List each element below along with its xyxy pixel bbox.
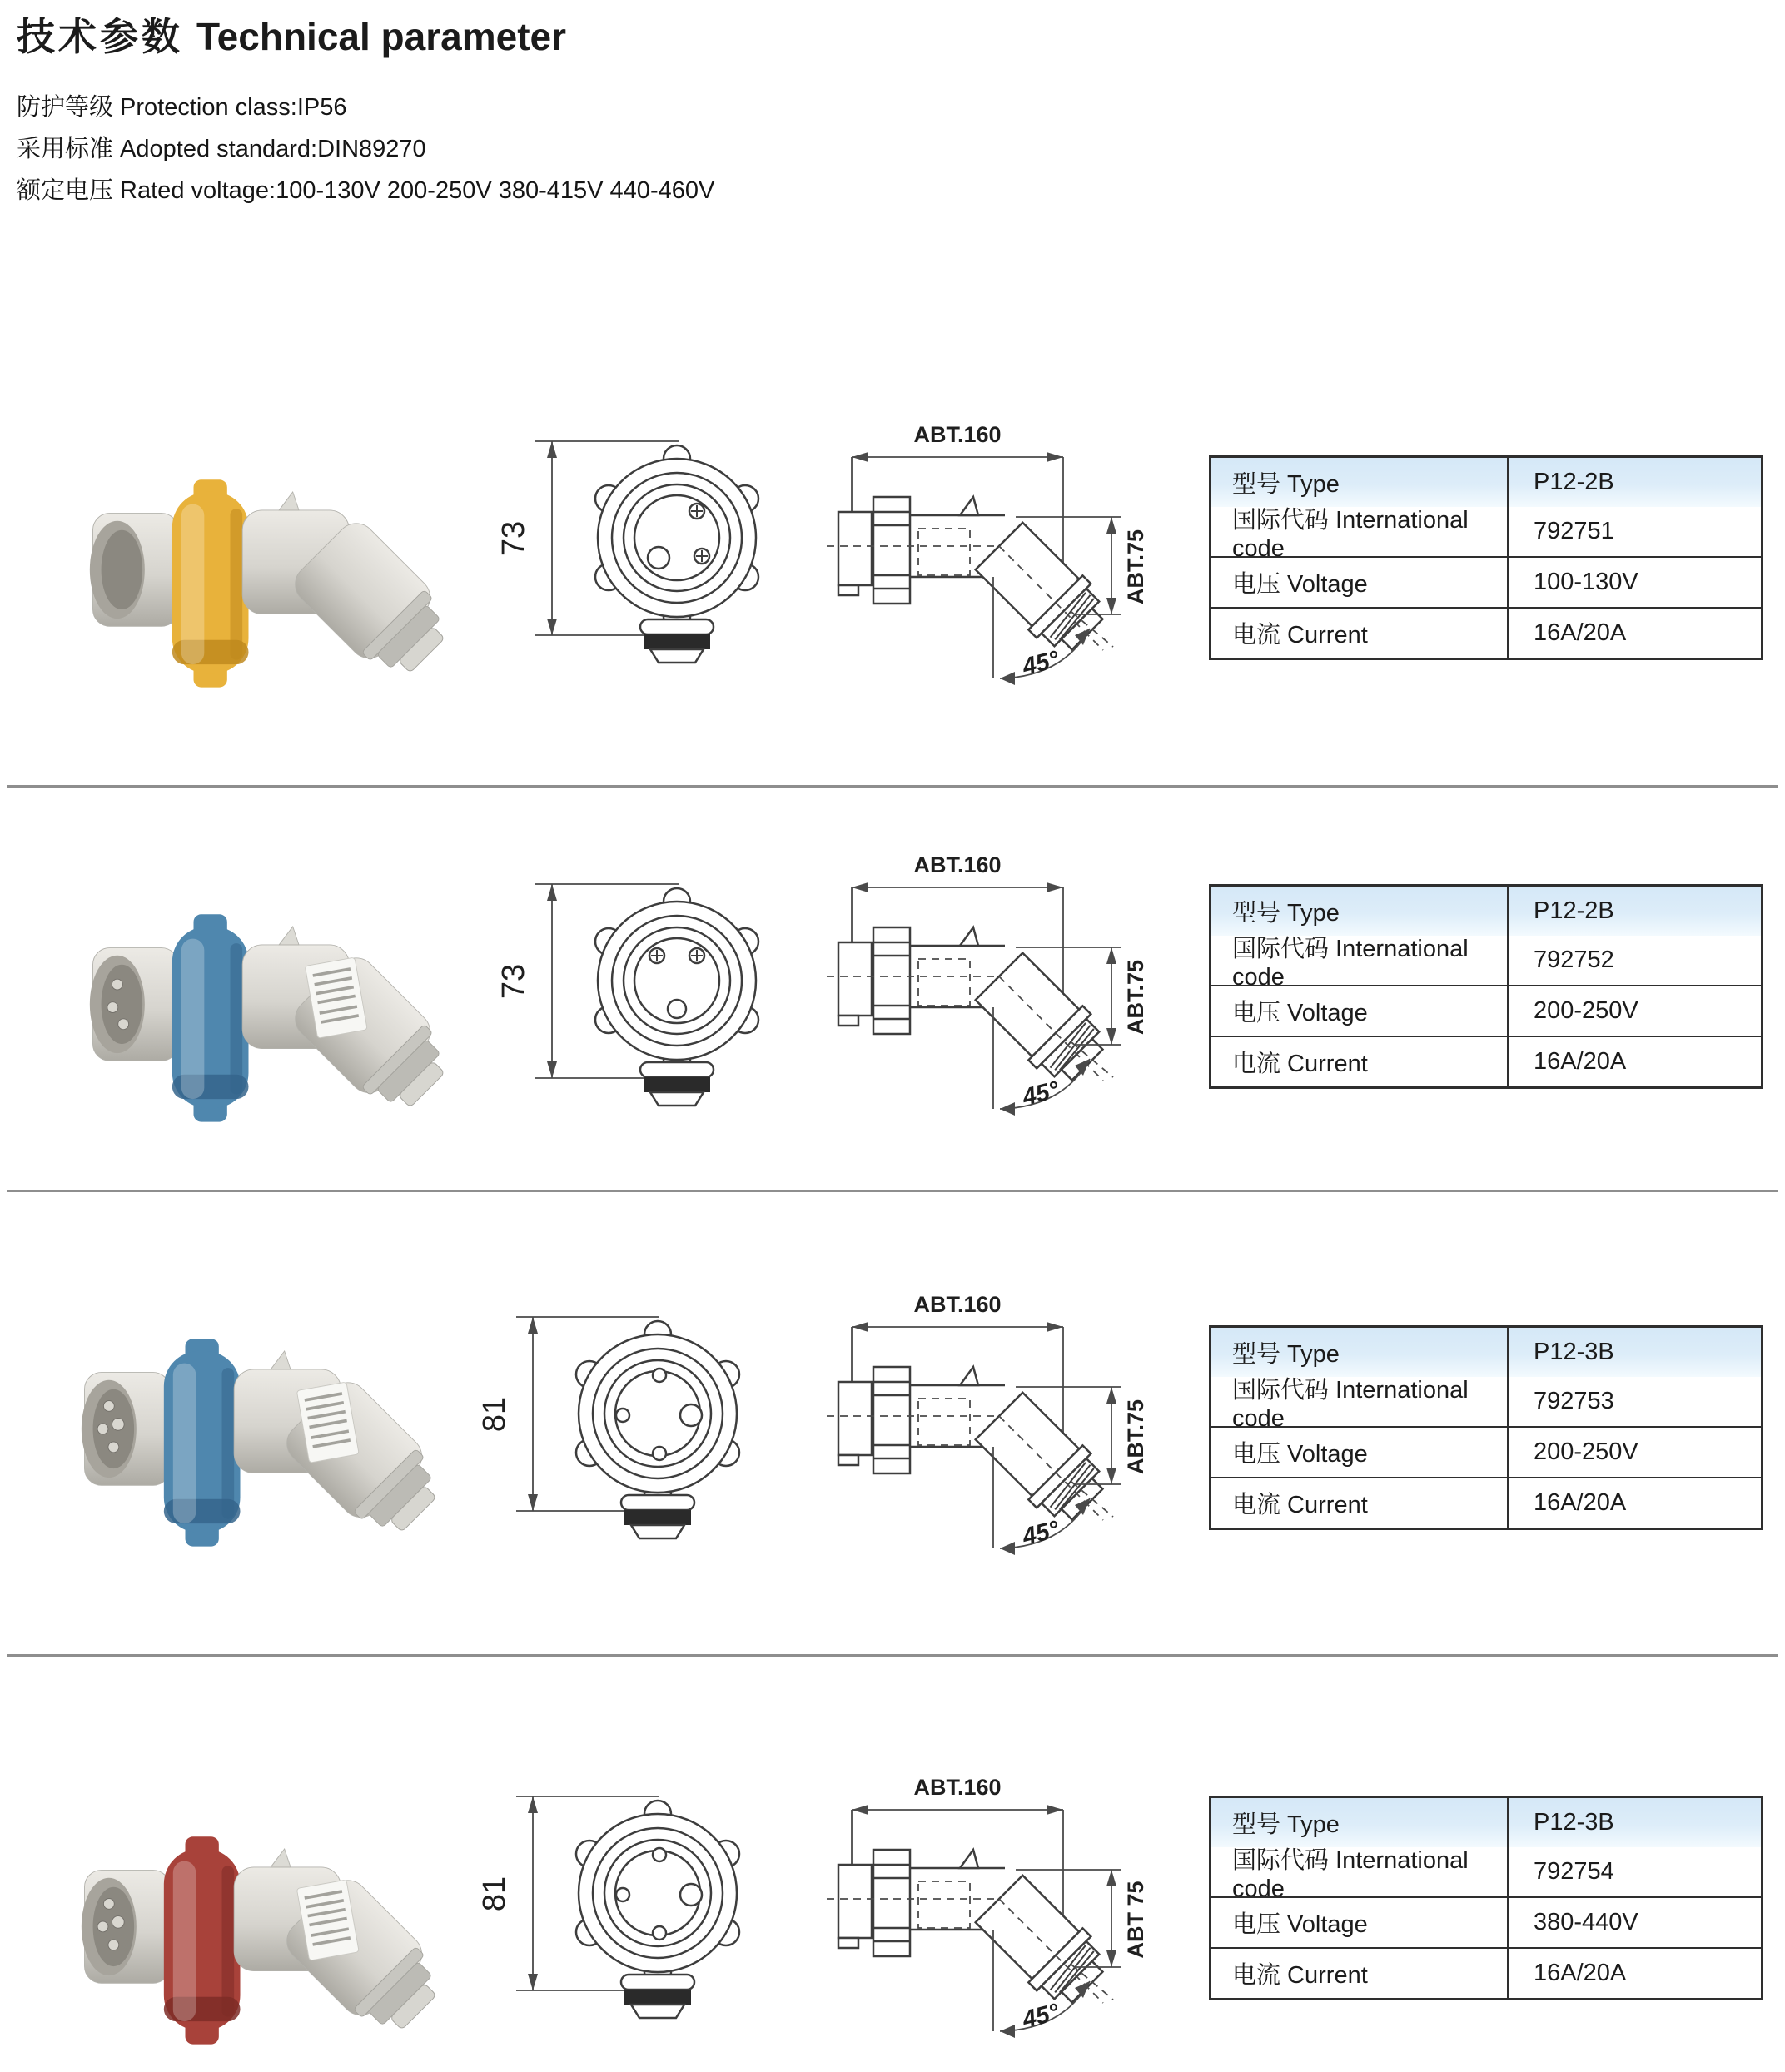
height-dimension-label: 73 (496, 963, 531, 1000)
angle-label: 45° (1019, 1076, 1062, 1111)
table-row-type (1211, 1328, 1761, 1377)
table-row-current (1211, 1036, 1761, 1086)
page-title-cn: 技术参数 (17, 15, 183, 58)
plug-face-outline (595, 888, 758, 1106)
info-line-protection: 防护等级 Protection class:IP56 (17, 94, 347, 121)
spec-table-2 (1209, 884, 1763, 1089)
row-label: 电压 Voltage (1232, 1911, 1368, 1938)
row-label: 电流 Current (1232, 1051, 1368, 1077)
row-label: 国际代码 International code (1232, 935, 1469, 991)
table-row-type (1211, 458, 1761, 507)
table-row-voltage (1211, 1896, 1761, 1947)
height-dimension-label: 73 (496, 520, 531, 557)
row-value: 380-440V (1507, 1898, 1761, 1947)
side-view-drawing (820, 1765, 1199, 2072)
front-view-drawing (468, 1292, 826, 1579)
side-view-drawing (820, 1282, 1199, 1590)
table-row-type (1211, 1798, 1761, 1847)
product-photo-red-plug (71, 1815, 437, 2065)
table-row-current (1211, 1477, 1761, 1528)
plug-body (242, 927, 445, 1125)
angle-label: 45° (1019, 646, 1062, 681)
product-photo-blue-plug-4pin (71, 1317, 437, 1567)
row-value: 792751 (1507, 507, 1761, 556)
length-dimension-label: ABT.160 (913, 1775, 1002, 1800)
row-label: 电压 Voltage (1232, 571, 1368, 598)
info-block (17, 87, 714, 211)
table-row-current (1211, 607, 1761, 658)
height75-dimension-label: ABT.75 (1123, 1399, 1148, 1475)
table-row-voltage (1211, 985, 1761, 1036)
row-label: 型号 Type (1232, 471, 1340, 498)
angle-label: 45° (1019, 1999, 1062, 2034)
row-separator (7, 785, 1778, 788)
plug-front-cup (82, 1373, 170, 1486)
row-value: P12-3B (1507, 1328, 1761, 1377)
row-value: P12-3B (1507, 1798, 1761, 1847)
table-row-voltage (1211, 1426, 1761, 1477)
row-value: 200-250V (1507, 1428, 1761, 1477)
side-view-drawing (820, 412, 1199, 720)
height-dimension-label: 81 (477, 1876, 512, 1912)
row-label: 电流 Current (1232, 1962, 1368, 1989)
angle-label: 45° (1019, 1516, 1062, 1551)
spec-table-4 (1209, 1796, 1763, 2000)
row-value: P12-2B (1507, 887, 1761, 936)
row-label: 电压 Voltage (1232, 1441, 1368, 1468)
height-dimension-label: 81 (477, 1396, 512, 1433)
row-value: 16A/20A (1507, 609, 1761, 658)
height75-dimension-label: ABT 75 (1123, 1881, 1148, 1959)
plug-body (234, 1351, 437, 1549)
product-photo-yellow-plug (79, 458, 445, 708)
row-value: 16A/20A (1507, 1478, 1761, 1528)
length-dimension-label: ABT.160 (913, 422, 1002, 447)
table-row-voltage (1211, 556, 1761, 607)
page-title-en: Technical parameter (196, 15, 567, 58)
table-row-code (1211, 506, 1761, 562)
plug-front-cup (82, 1871, 170, 1984)
plug-face-outline (576, 1321, 739, 1538)
spec-table-1 (1209, 455, 1763, 660)
row-label: 电流 Current (1232, 622, 1368, 648)
plug-face-outline (576, 1801, 739, 2018)
page-title (17, 13, 566, 60)
row-value: 792754 (1507, 1847, 1761, 1896)
row-label: 国际代码 International code (1232, 506, 1469, 562)
table-row-current (1211, 1947, 1761, 1998)
length-dimension-label: ABT.160 (913, 1292, 1002, 1317)
row-value: P12-2B (1507, 458, 1761, 507)
plug-body (242, 492, 445, 690)
row-label: 电流 Current (1232, 1492, 1368, 1518)
row-value: 200-250V (1507, 986, 1761, 1036)
row-value: 100-130V (1507, 558, 1761, 607)
row-label: 型号 Type (1232, 900, 1340, 927)
plug-face-outline (595, 445, 758, 663)
row-label: 电压 Voltage (1232, 1000, 1368, 1026)
front-view-drawing (487, 859, 845, 1146)
table-row-code (1211, 935, 1761, 991)
plug-front-cup (90, 514, 178, 627)
front-view-drawing (468, 1771, 826, 2059)
row-label: 国际代码 International code (1232, 1376, 1469, 1432)
plug-body (234, 1849, 437, 2047)
plug-side-outline (838, 1850, 1115, 2015)
plug-side-outline (838, 927, 1115, 1092)
info-line-voltage: 额定电压 Rated voltage:100-130V 200-250V 380-415V 440-460V (17, 177, 715, 204)
height75-dimension-label: ABT.75 (1123, 959, 1148, 1036)
spec-table-3 (1209, 1325, 1763, 1530)
plug-front-cup (90, 948, 178, 1061)
row-value: 792752 (1507, 936, 1761, 985)
table-row-code (1211, 1846, 1761, 1902)
front-view-drawing (487, 416, 845, 703)
side-view-drawing (820, 842, 1199, 1150)
table-row-code (1211, 1376, 1761, 1432)
product-photo-blue-plug (79, 892, 445, 1142)
row-label: 型号 Type (1232, 1341, 1340, 1368)
table-row-type (1211, 887, 1761, 936)
length-dimension-label: ABT.160 (913, 852, 1002, 877)
row-label: 型号 Type (1232, 1811, 1340, 1838)
info-line-standard: 采用标准 Adopted standard:DIN89270 (17, 136, 426, 162)
plug-side-outline (838, 497, 1115, 662)
row-label: 国际代码 International code (1232, 1846, 1469, 1902)
row-value: 16A/20A (1507, 1949, 1761, 1998)
row-separator (7, 1190, 1778, 1192)
height75-dimension-label: ABT.75 (1123, 529, 1148, 605)
row-separator (7, 1654, 1778, 1657)
plug-side-outline (838, 1367, 1115, 1532)
row-value: 16A/20A (1507, 1037, 1761, 1086)
row-value: 792753 (1507, 1377, 1761, 1426)
